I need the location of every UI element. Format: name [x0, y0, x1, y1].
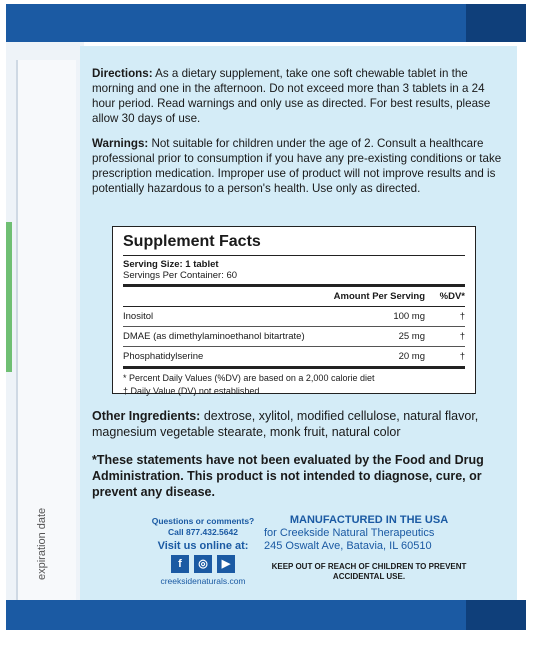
phone-number[interactable]: Call 877.432.5642	[168, 527, 238, 537]
expiration-label: expiration date	[36, 507, 48, 580]
manufacturer-info	[264, 514, 474, 553]
website-link[interactable]: creeksidenaturals.com	[160, 576, 246, 586]
dv-not-established: † Daily Value (DV) not established	[123, 386, 260, 396]
servings-per-container: Servings Per Container: 60	[123, 270, 238, 281]
manufacturer-name: for Creekside Natural Therapeutics	[264, 527, 435, 539]
label-text	[92, 66, 504, 206]
other-ingredients: Other Ingredients: dextrose, xylitol, modified cellulose, natural flavor, magnesium vegetable stearate, monk fruit, natural color	[92, 409, 479, 439]
ingredient-row: Inositol 100 mg †	[123, 307, 465, 327]
fda-statement: *These statements have not been evaluated by the Food and Drug Administration. This product is not intended to diagnose, cure, or prevent any disease.	[92, 453, 484, 499]
visit-online: Visit us online at:	[157, 540, 249, 552]
ingredient-row: Phosphatidylserine 20 mg †	[123, 347, 465, 369]
top-band	[6, 4, 526, 42]
serving-size: Serving Size: 1 tablet	[123, 259, 219, 270]
facts-title: Supplement Facts	[123, 233, 261, 250]
instagram-icon[interactable]: ◎	[194, 555, 212, 573]
warnings: Warnings: Not suitable for children under the age of 2. Consult a healthcare professional prior to consumption if you have any pre-existing conditions or take prescription medication. Improper use of product will not improve results and is potentially hazardous to a person's health. Use only as directed.	[92, 137, 502, 195]
supplement-facts	[112, 226, 476, 394]
facts-header: Amount Per Serving %DV*	[333, 291, 465, 302]
ingredient-row: DMAE (as dimethylaminoethanol bitartrate) 25 mg †	[123, 327, 465, 347]
dv-footnote: * Percent Daily Values (%DV) are based on a 2,000 calorie diet	[123, 373, 375, 383]
directions: Directions: As a dietary supplement, take one soft chewable tablet in the morning and one in the afternoon. Do not exceed more than 3 tablets in a 24 hour period. Read warnings and only use as directed. For best results, please allow 30 days of use.	[92, 67, 491, 125]
keep-out-warning: KEEP OUT OF REACH OF CHILDREN TO PREVENT ACCIDENTAL USE.	[271, 562, 467, 581]
manufacturer-address: 245 Oswalt Ave, Batavia, IL 60510	[264, 540, 432, 552]
questions-text: Questions or comments?	[151, 516, 255, 526]
youtube-icon[interactable]: ▶	[217, 555, 235, 573]
bottom-band	[6, 600, 526, 630]
social-links	[144, 555, 262, 573]
side-flap	[6, 42, 84, 604]
green-stripe	[6, 222, 12, 372]
contact-block	[144, 516, 262, 587]
made-in-usa: MANUFACTURED IN THE USA	[289, 514, 449, 526]
facebook-icon[interactable]: f	[171, 555, 189, 573]
